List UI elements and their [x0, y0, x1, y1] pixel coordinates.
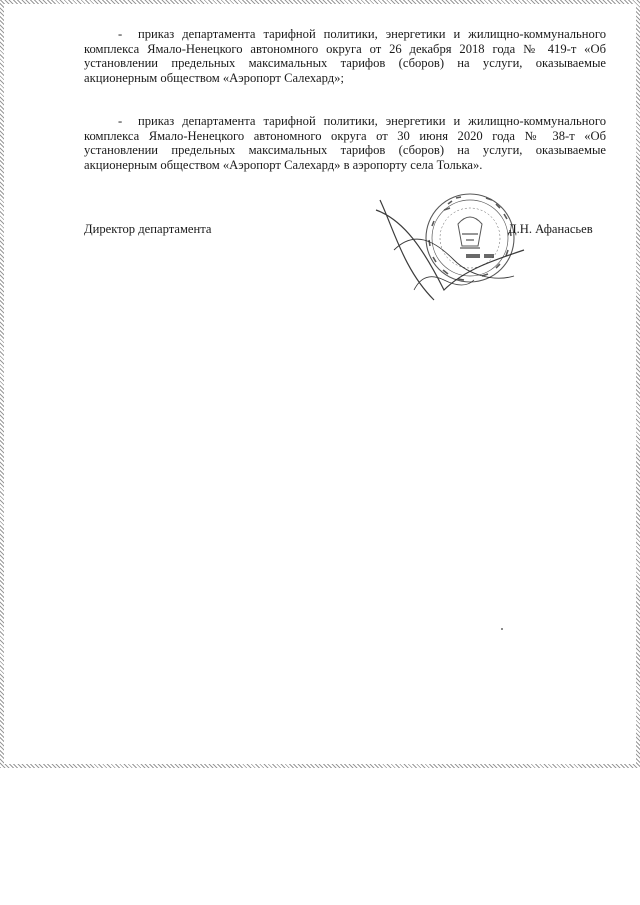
list-marker: - — [118, 114, 123, 128]
scan-speck — [501, 628, 503, 630]
list-marker: - — [118, 27, 123, 41]
list-item-text: приказ департамента тарифной политики, энергетики и жилищно-коммунального комплекса Ямало-Ненецкого автономного округа от 26 декабря 2018 года № 419-т «Об установлении предельных максимальных тарифов (сборов) на услуги, оказываемые акционерным обществом «Аэропорт Салехард»; — [84, 27, 606, 85]
official-seal-stamp — [374, 190, 534, 310]
signatory-name: Д.Н. Афанасьев — [508, 222, 593, 236]
signatory-role: Директор департамента — [84, 222, 212, 236]
list-item-order-419 — [84, 27, 606, 85]
list-item-text: приказ департамента тарифной политики, энергетики и жилищно-коммунального комплекса Ямало-Ненецкого автономного округа от 30 июня 2020 года № 38-т «Об установлении предельных максимальных тарифов (сборов) на услуги, оказываемые акционерным обществом «Аэропорт Салехард» в аэропорту села Толька». — [84, 114, 606, 172]
list-item-order-38 — [84, 114, 606, 172]
